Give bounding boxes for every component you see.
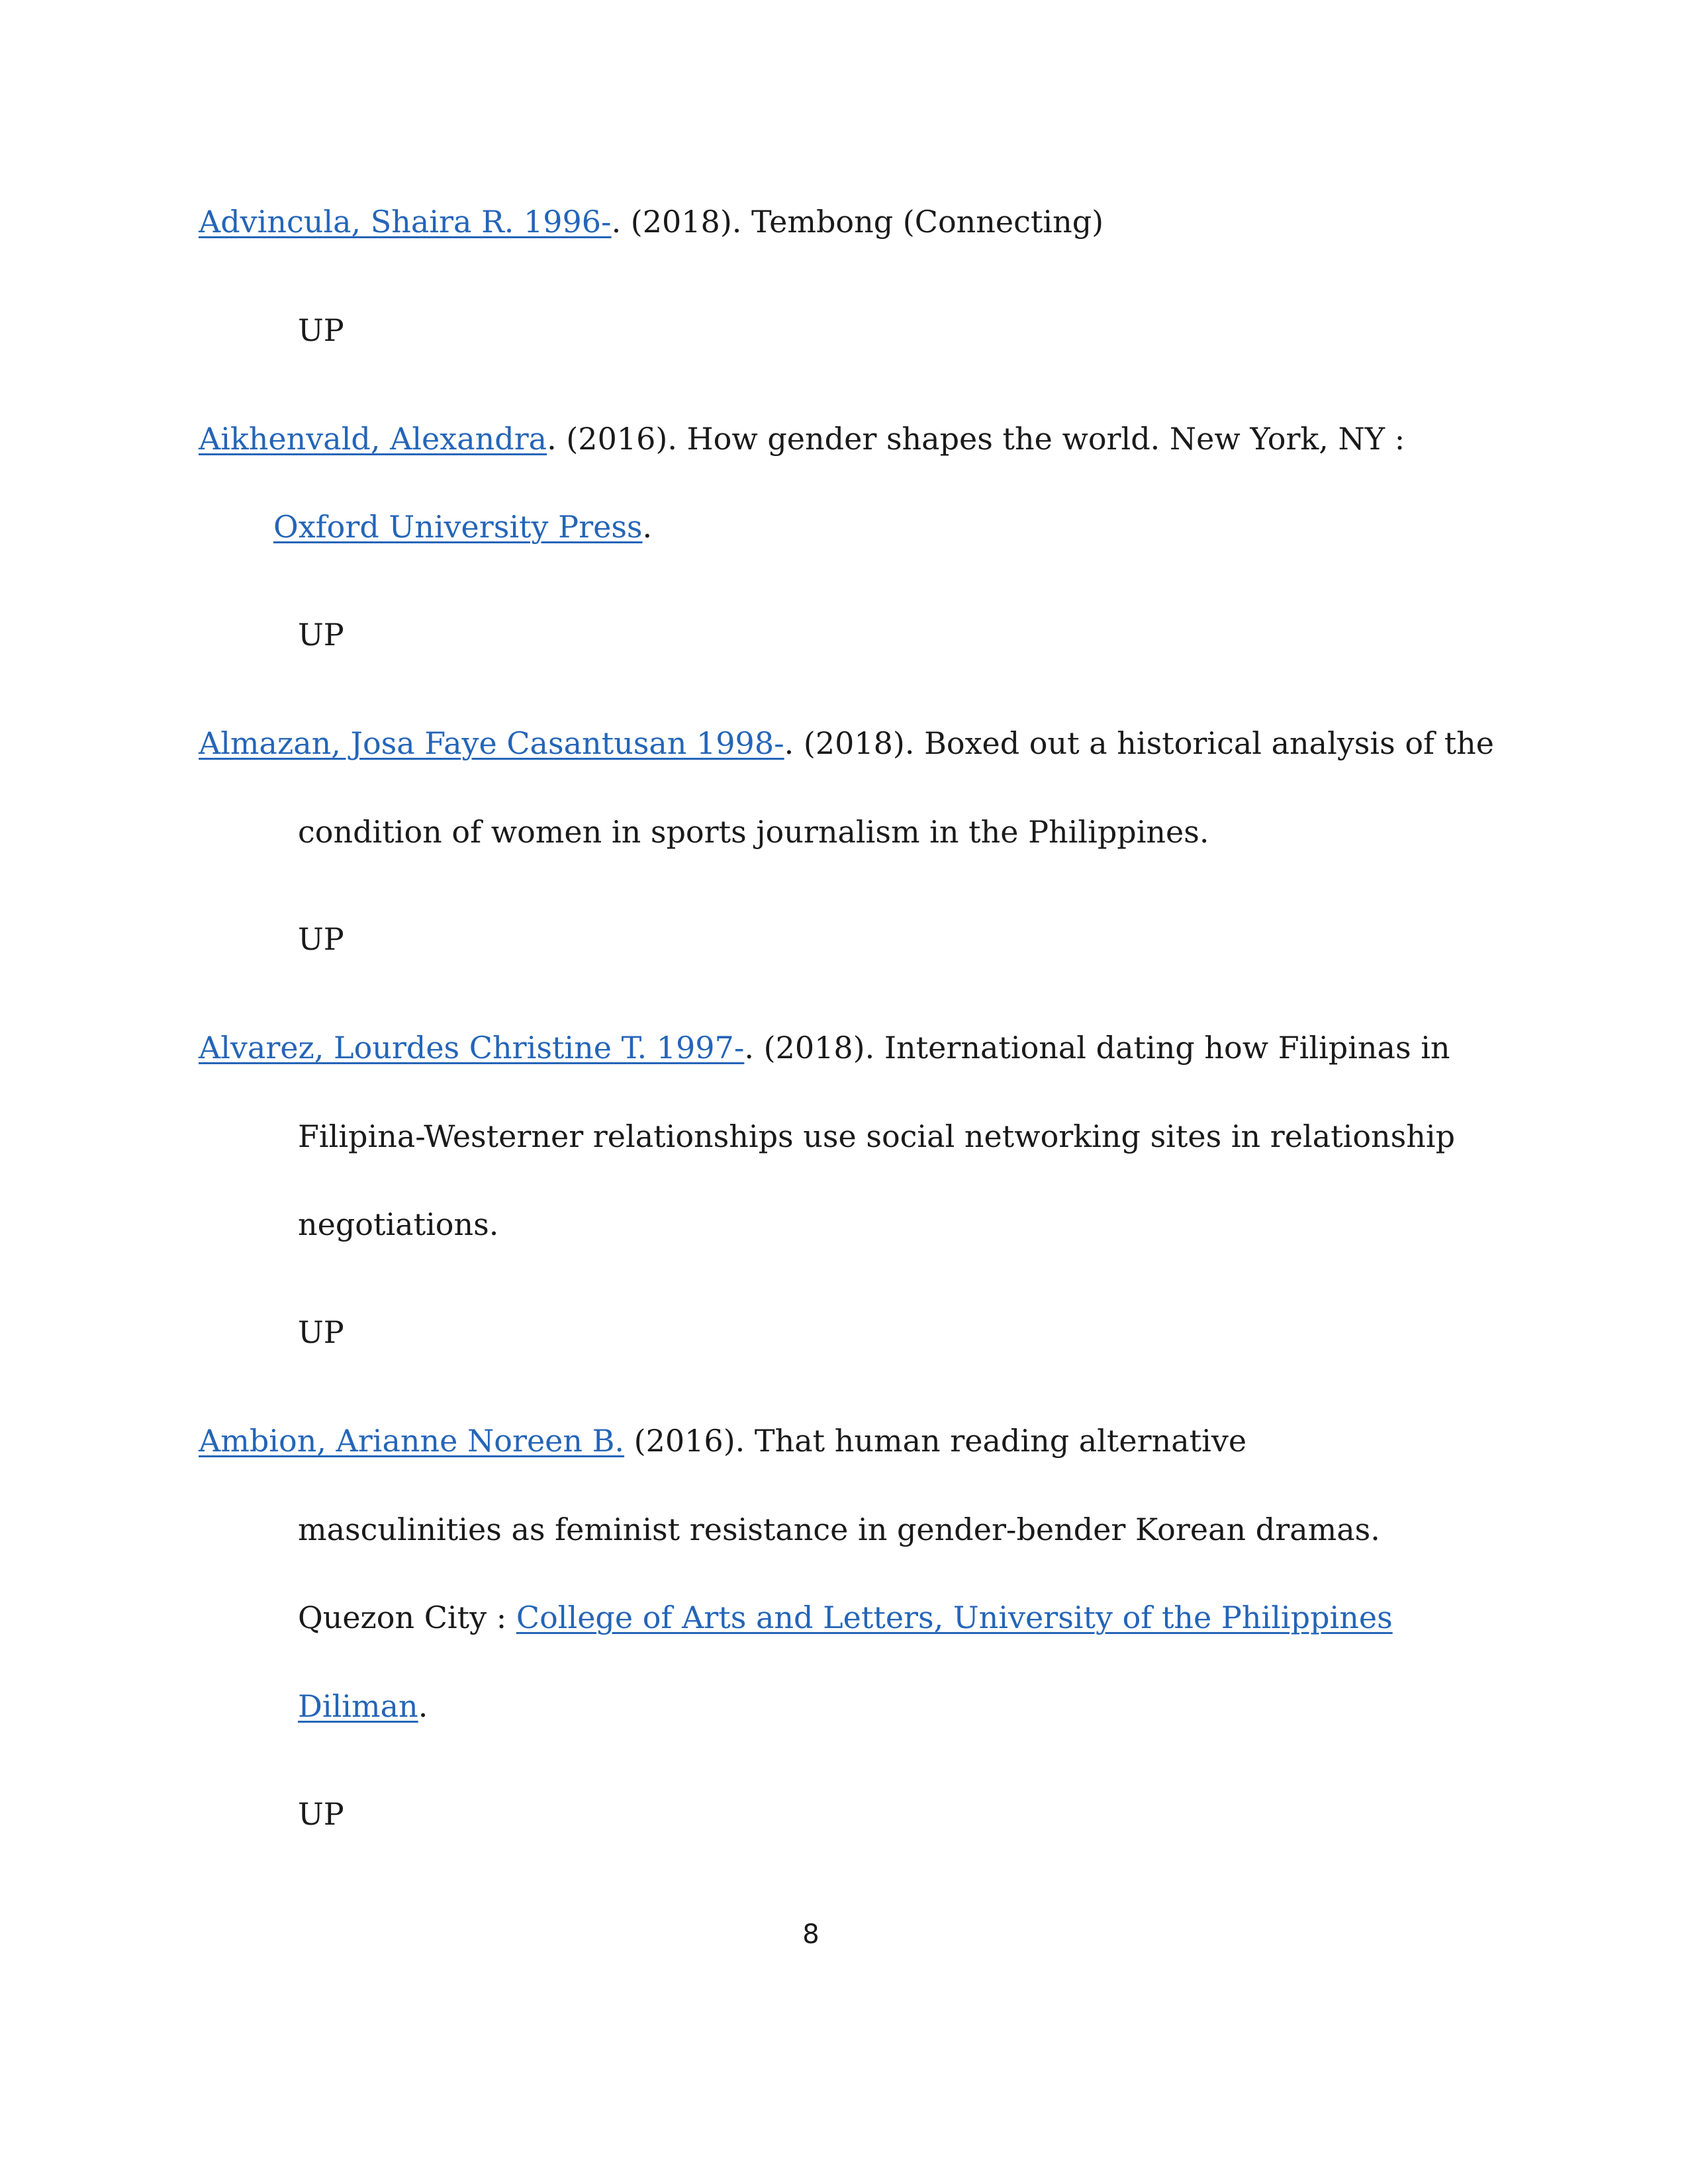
- entry-4-citation: . (2018). International dating how Filipinas in: [744, 1030, 1450, 1066]
- entry-5-publisher-part-2: Diliman: [298, 1688, 418, 1724]
- entry-4-line-1: [199, 1028, 1450, 1068]
- entry-1-holding: UP: [298, 312, 344, 348]
- entry-2-period: .: [642, 509, 653, 545]
- entry-5-citation: (2016). That human reading alternative: [624, 1423, 1247, 1459]
- entry-2-line-1: [199, 419, 1405, 459]
- entry-5-period: .: [418, 1688, 428, 1724]
- entry-3-author-link[interactable]: Almazan, Josa Faye Casantusan 1998-: [199, 725, 784, 761]
- entry-5-publisher-link-cont[interactable]: [199, 1688, 418, 1724]
- entry-4-line-2: Filipina-Westerner relationships use social networking sites in relationship: [298, 1118, 1456, 1154]
- entry-5-line-2: masculinities as feminist resistance in gender-bender Korean dramas.: [298, 1512, 1380, 1547]
- entry-5-publisher-link[interactable]: College of Arts and Letters, University of the Philippines: [516, 1600, 1393, 1635]
- entry-5-line-3: [298, 1598, 1393, 1637]
- entry-2-author-link[interactable]: Aikhenvald, Alexandra: [199, 421, 547, 457]
- entry-4-holding: UP: [298, 1314, 344, 1350]
- entry-3-citation: . (2018). Boxed out a historical analysis of the: [784, 725, 1495, 761]
- entry-2-holding: UP: [298, 617, 344, 653]
- entry-5-holding: UP: [298, 1796, 344, 1832]
- entry-3-line-1: [199, 723, 1494, 763]
- entry-5-place: Quezon City :: [298, 1600, 516, 1635]
- entry-5-author-link[interactable]: Ambion, Arianne Noreen B.: [199, 1423, 625, 1459]
- entry-2-line-2: [273, 507, 652, 547]
- entry-3-line-2: condition of women in sports journalism in the Philippines.: [298, 814, 1209, 850]
- entry-2-publisher-link[interactable]: Oxford University Press: [273, 509, 643, 545]
- page-number: 8: [802, 1919, 820, 1950]
- entry-1-line-1: [199, 202, 1103, 242]
- entry-5-line-4: [199, 1686, 428, 1726]
- entry-4-author-link[interactable]: Alvarez, Lourdes Christine T. 1997-: [199, 1030, 745, 1066]
- entry-2-citation: . (2016). How gender shapes the world. New York, NY :: [547, 421, 1405, 457]
- entry-1-author-link[interactable]: Advincula, Shaira R. 1996-: [199, 204, 612, 240]
- entry-4-line-3: negotiations.: [298, 1206, 499, 1242]
- entry-3-holding: UP: [298, 921, 344, 957]
- entry-5-line-1: [199, 1421, 1246, 1461]
- entry-1-citation: . (2018). Tembong (Connecting): [611, 204, 1104, 240]
